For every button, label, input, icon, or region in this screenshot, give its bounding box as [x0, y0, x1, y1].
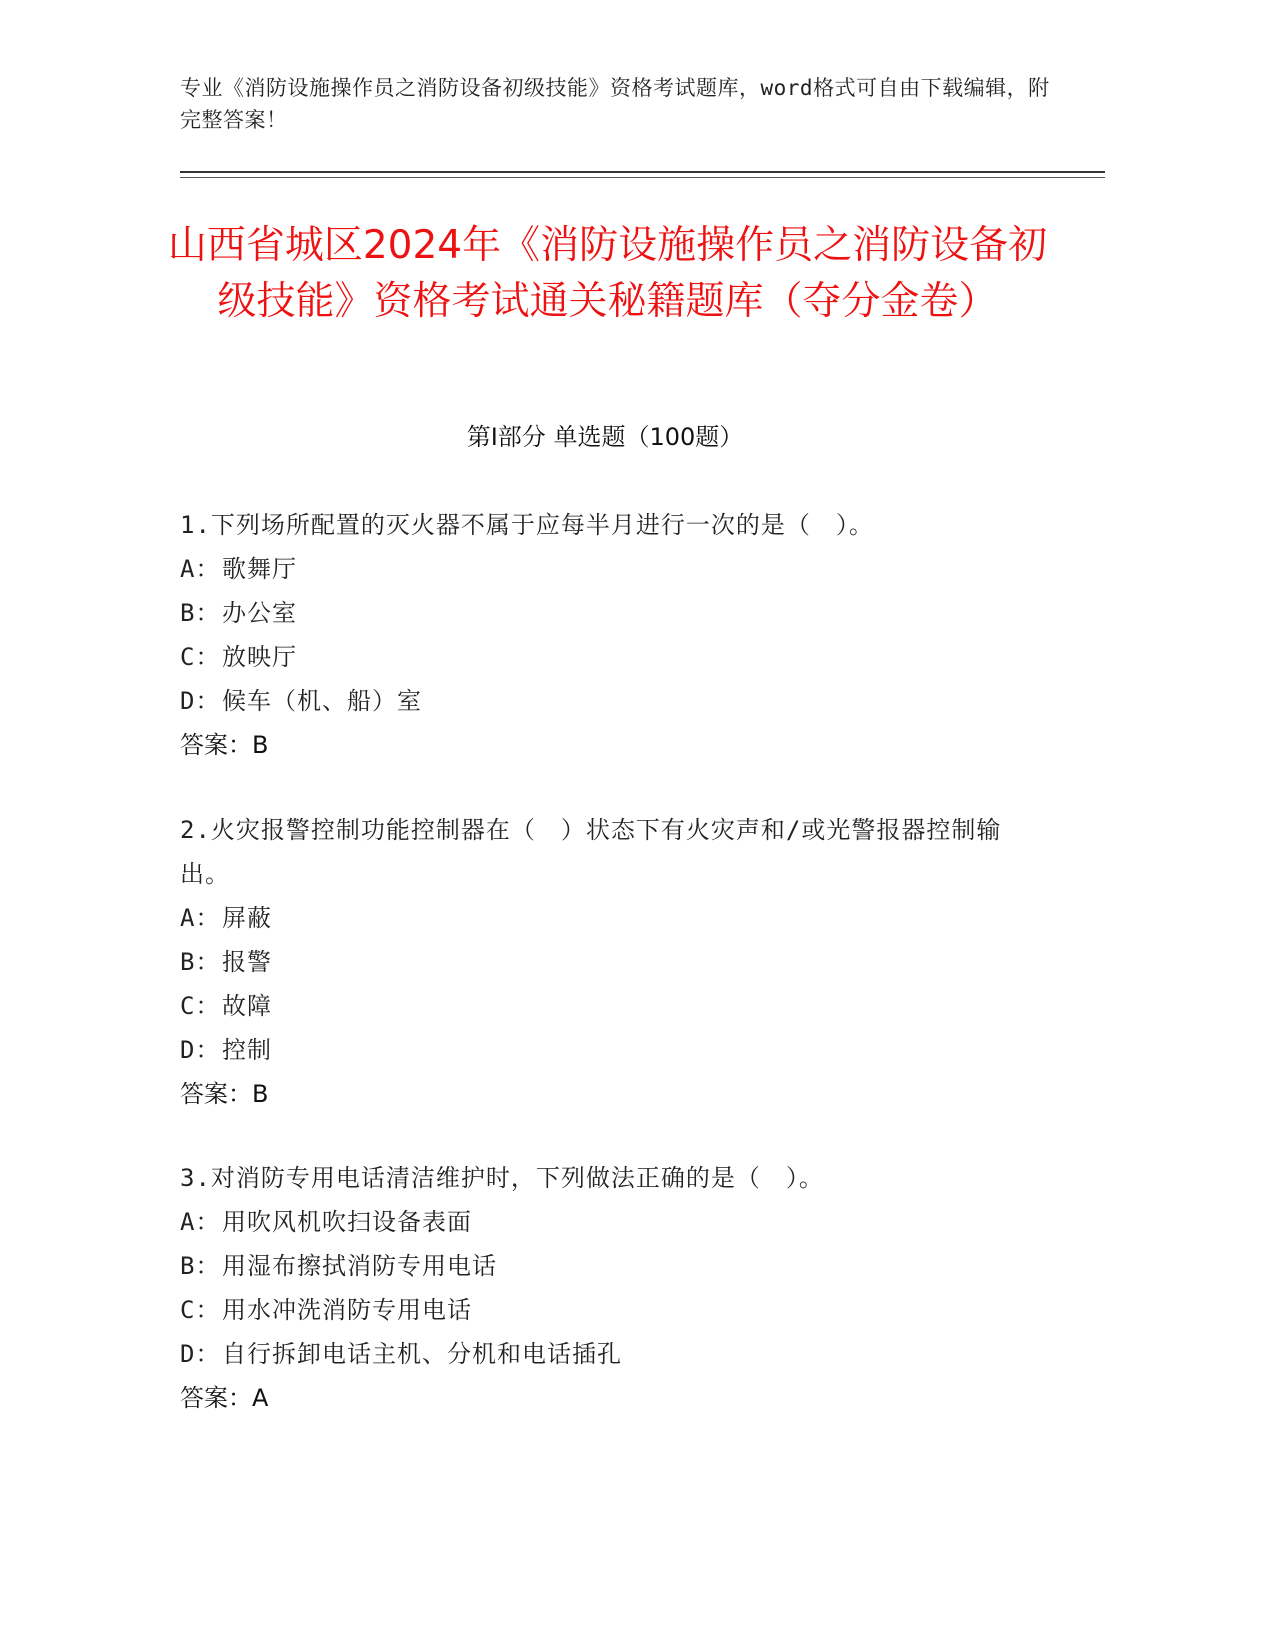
question-1	[180, 503, 1040, 767]
option-text: 放映厅	[222, 643, 297, 671]
option-text: 用吹风机吹扫设备表面	[222, 1208, 472, 1236]
question-stem: 1.下列场所配置的灭火器不属于应每半月进行一次的是（ ）。	[180, 511, 874, 539]
answer-line: 答案：B	[180, 1080, 269, 1108]
answer-line: 答案：A	[180, 1384, 269, 1412]
option-text: 用水冲洗消防专用电话	[222, 1296, 472, 1324]
option-c	[180, 1288, 1040, 1332]
option-key: B：	[180, 599, 221, 627]
option-key: D：	[180, 1340, 221, 1368]
option-b	[180, 1244, 1040, 1288]
header-note: 专业《消防设施操作员之消防设备初级技能》资格考试题库，word格式可自由下载编辑，附完整答案！	[180, 76, 1050, 132]
header-divider-thick	[180, 171, 1105, 173]
option-a	[180, 1200, 1040, 1244]
option-d	[180, 1332, 1040, 1376]
option-b	[180, 940, 1040, 984]
option-c	[180, 635, 1040, 679]
option-c	[180, 984, 1040, 1028]
document-title: 山西省城区2024年《消防设施操作员之消防设备初级技能》资格考试通关秘籍题库（夺分金卷）	[167, 223, 1048, 324]
option-key: A：	[180, 904, 221, 932]
question-stem: 2.火灾报警控制功能控制器在（ ）状态下有火灾声和/或光警报器控制输出。	[180, 816, 1002, 888]
option-a	[180, 896, 1040, 940]
option-key: B：	[180, 1252, 221, 1280]
option-key: D：	[180, 687, 221, 715]
option-text: 歌舞厅	[222, 555, 297, 583]
question-3	[180, 1156, 1040, 1420]
option-text: 故障	[222, 992, 272, 1020]
option-key: D：	[180, 1036, 221, 1064]
option-key: A：	[180, 1208, 221, 1236]
question-2	[180, 808, 1040, 1116]
option-key: C：	[180, 992, 221, 1020]
option-key: C：	[180, 1296, 221, 1324]
option-key: C：	[180, 643, 221, 671]
option-b	[180, 591, 1040, 635]
option-key: A：	[180, 555, 221, 583]
option-text: 屏蔽	[222, 904, 272, 932]
option-text: 控制	[222, 1036, 272, 1064]
option-d	[180, 679, 1040, 723]
option-d	[180, 1028, 1040, 1072]
option-text: 候车（机、船）室	[222, 687, 422, 715]
header-divider-thin	[180, 177, 1105, 178]
option-text: 办公室	[222, 599, 297, 627]
question-stem: 3.对消防专用电话清洁维护时，下列做法正确的是（ ）。	[180, 1164, 824, 1192]
section-heading: 第Ⅰ部分 单选题（100题）	[466, 423, 744, 451]
option-text: 自行拆卸电话主机、分机和电话插孔	[222, 1340, 622, 1368]
option-text: 报警	[222, 948, 272, 976]
answer-line: 答案：B	[180, 731, 269, 759]
option-key: B：	[180, 948, 221, 976]
option-text: 用湿布擦拭消防专用电话	[222, 1252, 497, 1280]
option-a	[180, 547, 1040, 591]
